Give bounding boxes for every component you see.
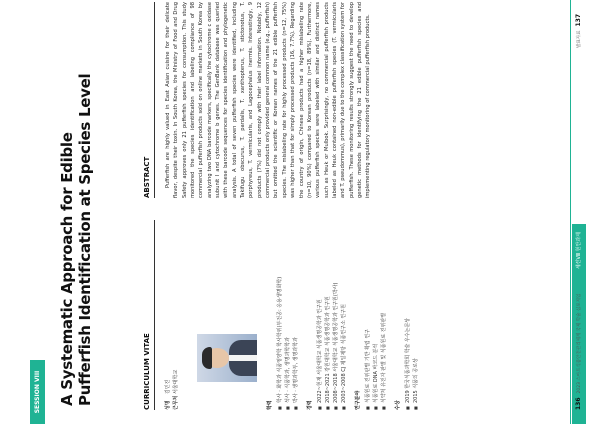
section-tab-label: 세션Ⅷ 현안과제 xyxy=(576,232,582,270)
paper-title xyxy=(58,26,94,406)
page-number-left: 136 xyxy=(575,397,582,410)
abstract-heading: ABSTRACT xyxy=(143,156,151,198)
cv-section-heading: 경력 xyxy=(307,400,313,410)
cv-heading: CURRICULUM VITAE xyxy=(143,333,151,410)
cv-section-heading: 수상 xyxy=(395,400,401,410)
name-label: 성명 xyxy=(165,400,171,410)
list-item: ■ 2019 한국식품과학회 학술 우수논문상 xyxy=(404,220,412,410)
list-item: ■ 박사 · 생명과학부, 생명과학과 xyxy=(292,220,300,410)
list-item: ■ 2008~2018 서울대학교 식품생명공학과 연구원(박사) xyxy=(332,220,340,410)
title-line-1: A Systematic Approach for Edible xyxy=(58,132,76,406)
speaker-name: 김민진 xyxy=(165,379,171,394)
footer-right xyxy=(575,14,582,124)
cv-divider xyxy=(154,220,155,410)
list-item: ■ 2022~현재 서울대학교 식품생명공학과 연구원 xyxy=(316,220,324,410)
cv-section-heading: 연구분야 xyxy=(355,390,361,410)
footer-left xyxy=(575,210,582,410)
abstract-paragraph: Pufferfish are highly valued in East Asian cuisine for their delicate flavor, despite their toxin. In South Korea, the Ministry of Food and Drug Safety approves only 21 pufferfish species for consumption. This study monitored the species identification and labeling compliance of 98 commercial pufferfish products sold on online markets in South Korea by analyzing two DNA barcode markers, specifically the cytochrome c oxidase subunit I and cytochrome b genes. The GenBank database was queried with these barcode sequences for species identification and phylogenetic analysis. A total of seven pufferfish species were identified, including Takifugu obscurus, T. pardalis, T. xanthopterus, T. stictonotus, T. porphyreus, T. vermicularis, and Lagocephalus inermis. Interestingly, 9 products (7%) did not comply with their label information. Notably, 12 commercial products only provided general common name (e.g., pufferfish) but omitted the scientific or Korean names of the 21 edible pufferfish species. The mislabeling rate for highly processed products (n=12, 75%) was higher than that for simply processed products (16, 7.7%). Regarding the country of origin, Chinese products had a higher mislabeling rate (n=10, 90%) compared to Korean products (n=18, 89%). Furthermore, various pufferfish species were labeled with similar and distinct names such as Heuk or Mulbok. Surprisingly, no commercial pufferfish products labeled as Heuk contained non-edible pufferfish species (T. vermicularis and T. pseudommus), primarily due to the complex classification system for pufferfish. These monitoring results strongly suggest the need to develop genetic methods for identifying the 21 edible pufferfish species and implementing regulatory monitoring of commercial pufferfish products. xyxy=(165,2,372,198)
list-item: ■ 학사 · 화학과 식품영양학 학사학위(부전공: 응용생명화학) xyxy=(276,220,284,410)
list-item: ■ 2003~2008 CJ 제일제당 식품연구소 연구원 xyxy=(340,220,348,410)
cv-research xyxy=(354,220,388,410)
list-item: ■ 식품원료 진위판별 기반 확립 연구 xyxy=(364,220,372,410)
speaker-affiliation: 서울대학교 xyxy=(173,369,179,394)
cv-career xyxy=(306,220,348,410)
list-item: ■ 석사 · 식품학과, 생명과학학과 xyxy=(284,220,292,410)
cv-identity xyxy=(164,320,180,410)
speaker-photo xyxy=(197,334,257,382)
session-label: SESSION VIII xyxy=(34,370,41,414)
abstract-divider xyxy=(154,2,155,198)
session-badge xyxy=(30,360,45,424)
footer-divider xyxy=(570,0,571,424)
cv-education xyxy=(266,220,300,410)
list-item: ■ 식품원료 DNA 바코드 분석 xyxy=(372,220,380,410)
list-item: ■ 2018~2021 강원대학교 식품생명공학과 연구원 xyxy=(324,220,332,410)
abstract-body xyxy=(164,2,373,198)
page-number-right: 137 xyxy=(575,14,582,27)
affiliation-label: 근무처 xyxy=(173,395,179,410)
list-item: ■ 식약처 유전자 판별 및 식품원료 진위판별 xyxy=(380,220,388,410)
list-item: ■ 2015 식품의 공로상 xyxy=(412,220,420,410)
footer-right-text: 발표자료 xyxy=(577,30,582,48)
footer-left-text: 2023 스마트식품안전관리체계 국제 학술 심포지엄 xyxy=(577,293,582,394)
cv-awards xyxy=(394,220,420,410)
title-line-2: Pufferfish Identification at Species Level xyxy=(76,73,94,406)
cv-section-heading: 학력 xyxy=(267,400,273,410)
